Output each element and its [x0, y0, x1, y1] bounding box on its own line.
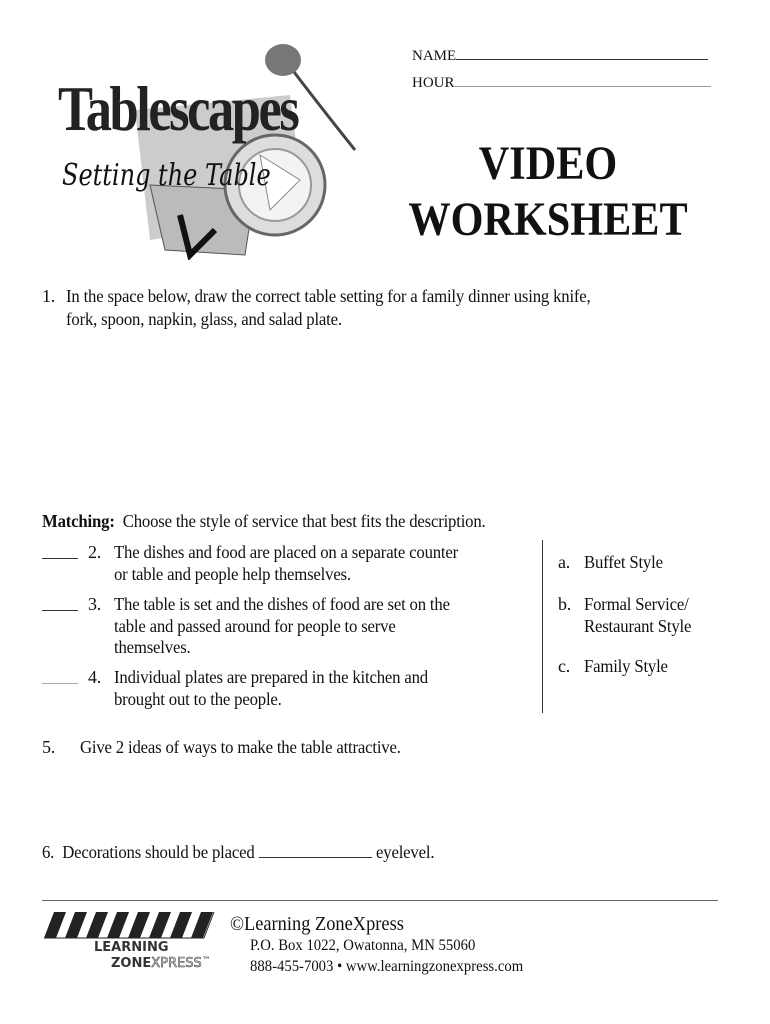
hour-field[interactable]: [412, 75, 711, 92]
footer-address: P.O. Box 1022, Owatonna, MN 55060: [250, 937, 476, 954]
logo-learning-text: LEARNING: [94, 940, 169, 955]
learning-zonexpress-stripes-logo: [44, 912, 219, 940]
matching-item-text: Individual plates are prepared in the kitchen and: [114, 667, 428, 687]
q6-text-after: eyelevel.: [376, 842, 435, 862]
option-text: Family Style: [584, 656, 668, 676]
matching-heading: [42, 511, 486, 532]
option-text: Restaurant Style: [584, 615, 692, 636]
matching-item-text: The table is set and the dishes of food are set on the: [114, 594, 450, 614]
option-text: Buffet Style: [584, 552, 663, 572]
matching-label: Matching:: [42, 511, 115, 531]
footer-company: ©Learning ZoneXpress: [230, 913, 404, 935]
logo-zone: ZONE: [111, 956, 152, 971]
matching-instruction: Choose the style of service that best fits the description.: [122, 511, 486, 531]
title-line1: VIDEO: [478, 137, 618, 190]
name-field[interactable]: [412, 48, 708, 65]
q1-number: 1.: [42, 286, 56, 306]
q5-number: 5.: [42, 737, 56, 757]
option-letter: a.: [558, 552, 571, 572]
hour-label: HOUR: [412, 75, 455, 91]
logo-xpress: XPRESS: [151, 956, 202, 971]
q6-text-before: Decorations should be placed: [62, 842, 255, 862]
matching-item-text: brought out to the people.: [114, 688, 282, 709]
option-text: Formal Service/: [584, 594, 689, 614]
logo-subtitle: Setting the Table: [62, 158, 271, 193]
matching-item-text: table and passed around for people to serve: [114, 615, 396, 636]
title-line2: WORKSHEET: [408, 193, 688, 246]
question-6: [42, 842, 434, 863]
option-letter: b.: [558, 594, 572, 614]
matching-item-text: or table and people help themselves.: [114, 563, 351, 584]
answer-blank[interactable]: [42, 558, 78, 559]
logo-tm: ™: [201, 956, 211, 966]
footer-contact[interactable]: 888-455-7003 • www.learningzonexpress.com: [250, 958, 524, 975]
matching-item-text: themselves.: [114, 637, 191, 657]
footer-divider: [42, 900, 718, 901]
q5-text: Give 2 ideas of ways to make the table attractive.: [80, 737, 401, 757]
logo-title: Tablescapes: [58, 73, 298, 144]
name-label: NAME: [412, 48, 457, 64]
option-letter: c.: [558, 656, 571, 676]
matching-item-number: 2.: [88, 542, 102, 562]
matching-item-number: 3.: [88, 594, 102, 614]
q6-number: 6.: [42, 842, 55, 862]
logo-zonexpress-text: [111, 956, 211, 971]
q1-text: In the space below, draw the correct table setting for a family dinner using knife,: [66, 286, 591, 306]
column-divider: [542, 540, 543, 713]
answer-blank[interactable]: [42, 610, 78, 611]
q6-blank[interactable]: [259, 857, 372, 858]
q1-text: fork, spoon, napkin, glass, and salad plate.: [66, 309, 342, 329]
matching-item-number: 4.: [88, 667, 102, 687]
answer-blank[interactable]: [42, 683, 78, 684]
matching-item-text: The dishes and food are placed on a separate counter: [114, 542, 459, 562]
